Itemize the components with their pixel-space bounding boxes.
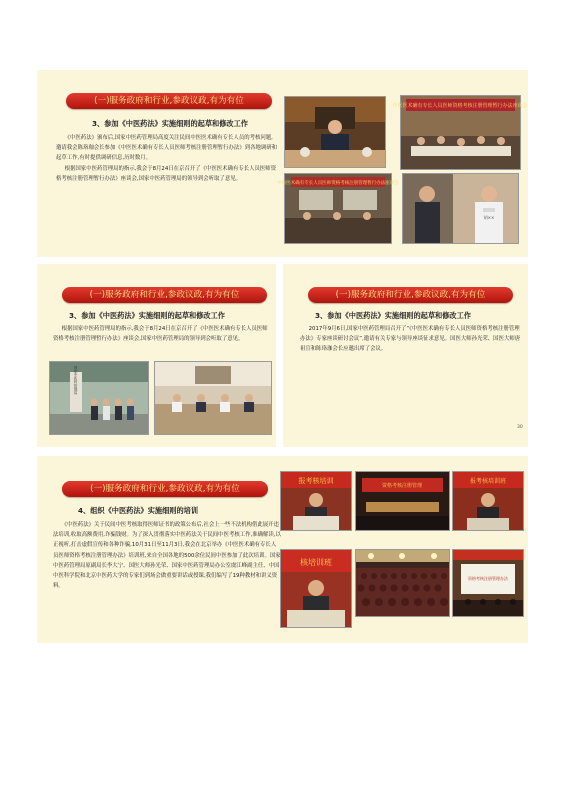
- slide-heading: 3、参加《中医药法》实施细则的起草和修改工作: [315, 311, 471, 320]
- slide-banner: (一)服务政府和行业,参政议政,有为有位: [66, 93, 272, 109]
- paragraph: 《中医药法》关于民间中医考核取得医师证书的政策公布后,社会上一些不法机构借此展开违法培训,收取高额费用,诈骗钱财。为了深入贯彻落实中医药法关于民间中医考核工作,准确解读,以正视听,打击虚假宣传和各种诈骗,10月31日至11月3日,我会在北京举办《中医医术确有专长人员医师资格考核注册管理办法》培训班,来自全国各地的500余位民间中医参加了此次培训。国家中医药管理局原副局长李大宁、国医大师孙光荣、国家中医药管理局办公室虞江峰副主任、中国中医科学院和北京中医药大学的专家们到场会做重要讲话或授课,我们编写了19种教材和讲义资料。: [53, 522, 281, 590]
- photo-screen-text: 资格考核注册管理办法: [468, 576, 508, 581]
- photo-sign-text: 国家中医药管理局: [74, 365, 78, 395]
- photo-banner-text: 资格考核注册管理: [381, 483, 423, 489]
- slide-body: [53, 324, 271, 344]
- page-number: 30: [517, 425, 523, 430]
- slide-body: [300, 324, 522, 355]
- slide-body: [53, 520, 281, 591]
- paragraph: 《中医药法》颁布后,国家中医药管理局高度关注民间中医医术确有专长人员的考核问题,邀请我会陈珞珈会长参加《中医医术确有专长人员医师考核注册管理暂行办法》到各地调研和起草工作,有时提供调研信息,历时数月。: [56, 135, 278, 162]
- photo-auditorium-audience: [355, 549, 450, 617]
- photo-stage-wide: [355, 471, 450, 531]
- photo-conference-room: [392, 95, 528, 170]
- slide-heading: 3、参加《中医药法》实施细则的起草和修改工作: [92, 119, 248, 128]
- slide-heading: 3、参加《中医药法》实施细则的起草和修改工作: [69, 311, 225, 320]
- photo-meeting-table: [277, 173, 399, 244]
- photo-banner-text: 报考核培训班: [469, 478, 507, 485]
- slide-2: [37, 264, 276, 447]
- photo-lecture-stage: [280, 549, 352, 628]
- slide-4: [37, 456, 528, 643]
- slide-3: [283, 264, 528, 447]
- paragraph: 2017年9月6日,国家中医药管理局召开了“《中医医术确有专长人员医师资格考核注册管理办法》专家座谈研讨会议”,邀请有关专家与领导座谈征求意见。国医大师孙光荣、国医大师唐祖宣和陈珞珈会长应邀出席了会议。: [300, 326, 521, 353]
- photo-banner-text: 中医医术确有专长人员医师资格考核注册管理暂行办法座谈会: [277, 181, 399, 186]
- photo-screen-presentation: [452, 549, 524, 617]
- photo-speaker-at-desk: [284, 96, 386, 168]
- slide-banner: (一)服务政府和行业,参政议政,有为有位: [62, 287, 267, 303]
- photo-banner-text: 核培训班: [300, 558, 332, 567]
- slide-banner: (一)服务政府和行业,参政议政,有为有位: [62, 481, 268, 497]
- slide-1: [37, 70, 528, 257]
- photo-speaker-podium: [452, 471, 524, 531]
- photo-banner-text: 中医医术确有专长人员医师资格考核注册管理暂行办法座谈会: [392, 103, 528, 109]
- photo-banner-text: 报考核培训: [298, 477, 334, 485]
- photo-two-people: [402, 173, 519, 244]
- photo-group-entrance: [49, 361, 149, 435]
- paragraph: 根据国家中医药管理局的指示,我会于8月24日在京召开了《中医医术确有专长人员医师资格考核注册管理暂行办法》座谈会,国家中医药管理局的领导到会听取了意见。: [53, 326, 268, 343]
- slide-banner: (一)服务政府和行业,参政议政,有为有位: [308, 287, 513, 303]
- photo-training-speaker: [280, 471, 352, 531]
- photo-discussion-room: [154, 361, 272, 435]
- slide-heading: 4、组织《中医药法》实施细则的培训: [78, 506, 199, 515]
- slide-body: [56, 133, 278, 184]
- paragraph: 根据国家中医药管理局的指示,我会于8月24日在京召开了《中医医术确有专长人员医师资格考核注册管理暂行办法》座谈会,国家中医药管理局的领导到会听取了意见。: [56, 165, 277, 182]
- photo-name-tag: 胡××: [483, 215, 495, 220]
